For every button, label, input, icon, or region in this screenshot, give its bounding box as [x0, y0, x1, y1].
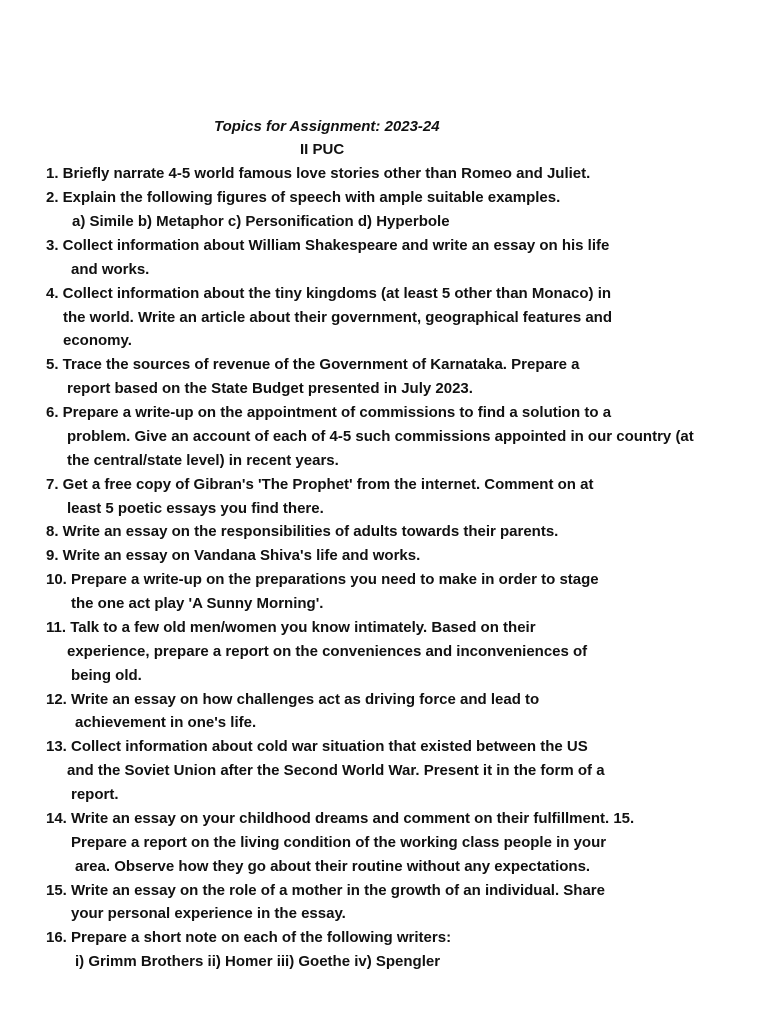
topic-line-23: 12. Write an essay on how challenges act as driving force and lead to: [46, 691, 540, 708]
topic-line-22: being old.: [71, 667, 142, 684]
topic-line-30: area. Observe how they go about their routine without any expectations.: [75, 858, 591, 875]
topic-line-28: 14. Write an essay on your childhood dreams and comment on their fulfillment. 15.: [46, 810, 635, 827]
topic-line-19: the one act play 'A Sunny Morning'.: [71, 595, 324, 612]
document-title: Topics for Assignment: 2023-24: [214, 118, 440, 135]
topic-line-24: achievement in one's life.: [75, 714, 257, 731]
topic-line-15: least 5 poetic essays you find there.: [67, 500, 324, 517]
topic-line-4: 3. Collect information about William Shakespeare and write an essay on his life: [46, 237, 610, 254]
topic-line-33: 16. Prepare a short note on each of the following writers:: [46, 929, 452, 946]
topic-line-14: 7. Get a free copy of Gibran's 'The Prophet' from the internet. Comment on at: [46, 476, 594, 493]
topic-line-5: and works.: [71, 261, 150, 278]
topic-line-8: economy.: [63, 332, 132, 349]
topic-line-12: problem. Give an account of each of 4-5 such commissions appointed in our country (at: [67, 428, 694, 445]
topic-line-25: 13. Collect information about cold war situation that existed between the US: [46, 738, 588, 755]
topic-line-7: the world. Write an article about their government, geographical features and: [63, 309, 612, 326]
topic-line-21: experience, prepare a report on the conveniences and inconveniences of: [67, 643, 588, 660]
topic-line-31: 15. Write an essay on the role of a mother in the growth of an individual. Share: [46, 882, 605, 899]
topic-line-3: a) Simile b) Metaphor c) Personification d) Hyperbole: [72, 213, 450, 230]
topic-line-34: i) Grimm Brothers ii) Homer iii) Goethe iv) Spengler: [75, 953, 441, 970]
topic-line-20: 11. Talk to a few old men/women you know intimately. Based on their: [46, 619, 536, 636]
topic-line-9: 5. Trace the sources of revenue of the Government of Karnataka. Prepare a: [46, 356, 580, 373]
document-subtitle: II PUC: [300, 141, 345, 158]
topic-line-18: 10. Prepare a write-up on the preparations you need to make in order to stage: [46, 571, 599, 588]
topic-line-1: 1. Briefly narrate 4-5 world famous love stories other than Romeo and Juliet.: [46, 165, 591, 182]
topic-line-6: 4. Collect information about the tiny kingdoms (at least 5 other than Monaco) in: [46, 285, 612, 302]
topic-line-16: 8. Write an essay on the responsibilities of adults towards their parents.: [46, 523, 559, 540]
topic-line-10: report based on the State Budget presented in July 2023.: [67, 380, 473, 397]
topic-line-29: Prepare a report on the living condition of the working class people in your: [71, 834, 607, 851]
topic-line-32: your personal experience in the essay.: [71, 905, 346, 922]
topic-line-13: the central/state level) in recent years.: [67, 452, 339, 469]
topic-line-26: and the Soviet Union after the Second World War. Present it in the form of a: [67, 762, 605, 779]
topic-line-11: 6. Prepare a write-up on the appointment of commissions to find a solution to a: [46, 404, 612, 421]
topic-line-2: 2. Explain the following figures of speech with ample suitable examples.: [46, 189, 561, 206]
topic-line-27: report.: [71, 786, 119, 803]
topic-line-17: 9. Write an essay on Vandana Shiva's life and works.: [46, 547, 421, 564]
